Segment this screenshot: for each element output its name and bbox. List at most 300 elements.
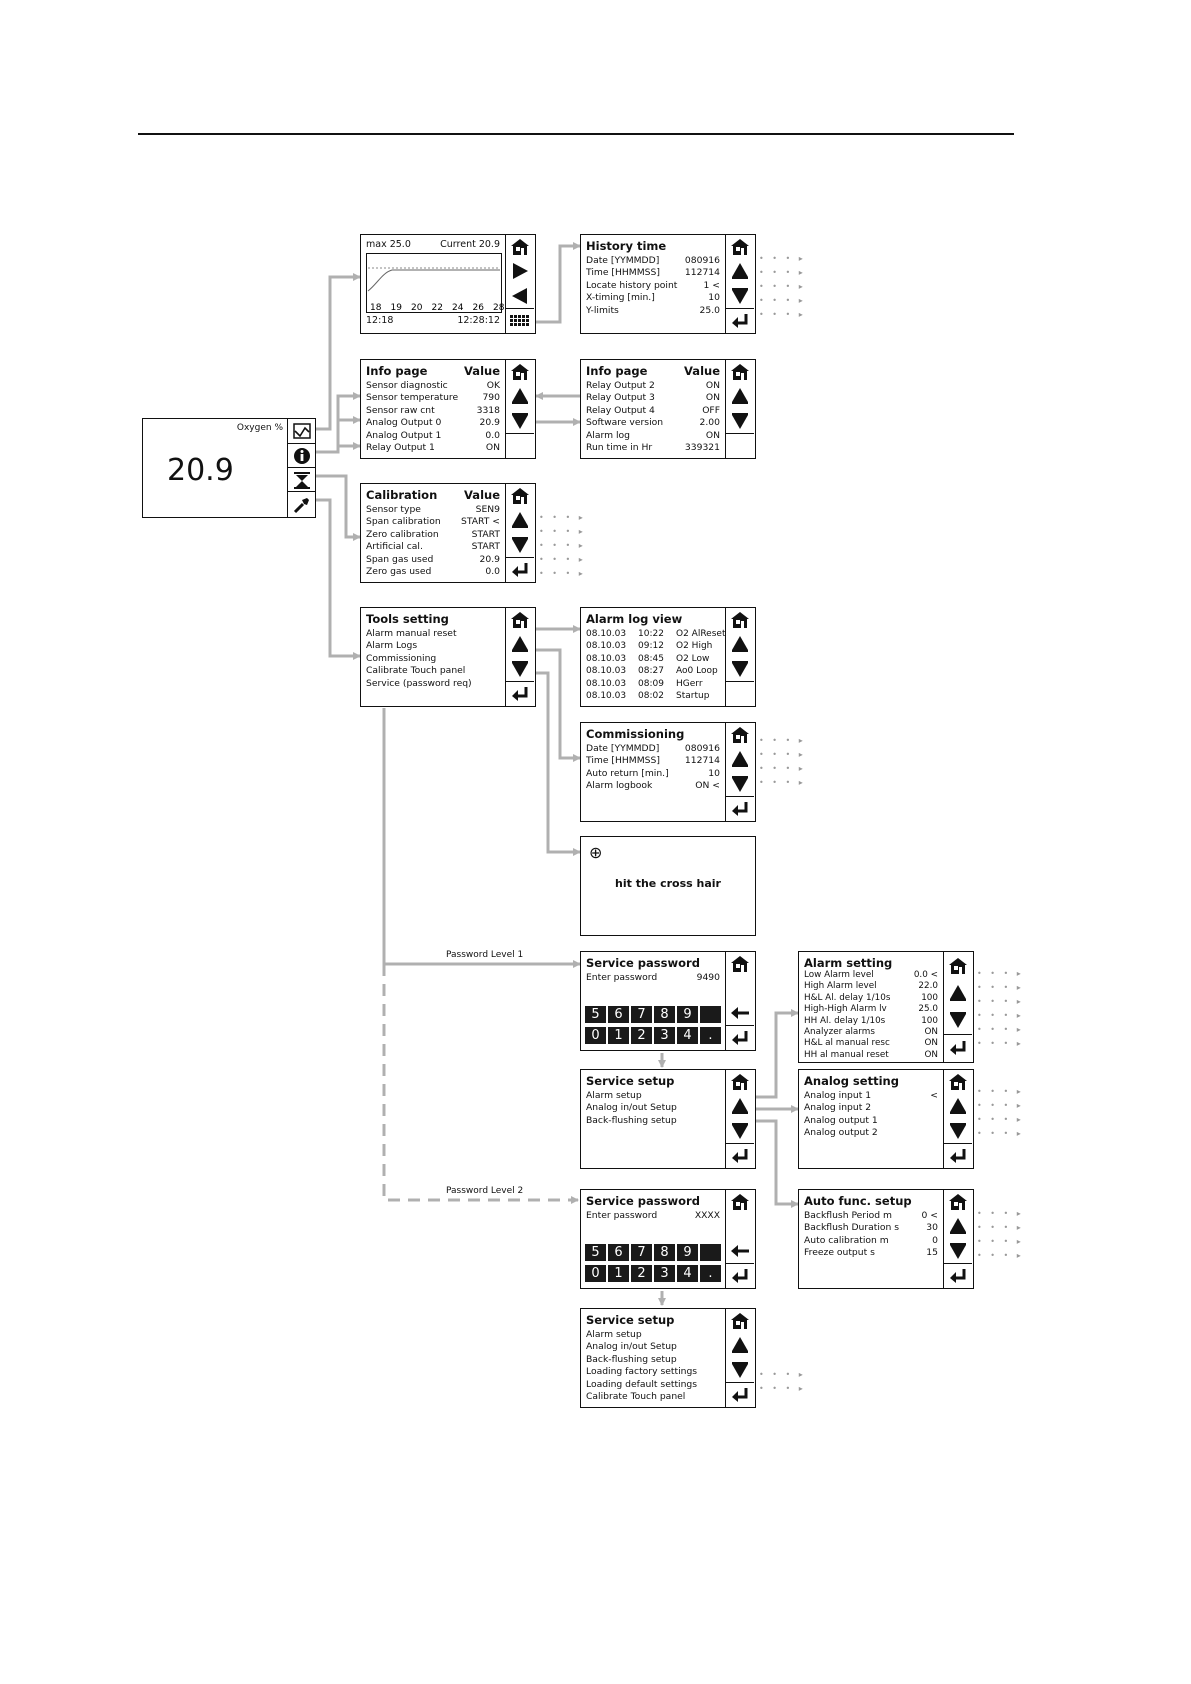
keypad-key[interactable]: 1 xyxy=(608,1265,629,1282)
left-icon xyxy=(511,287,529,305)
right-button[interactable] xyxy=(506,259,534,283)
grid-icon xyxy=(510,315,530,327)
continuation-arrow: • • • ▸ xyxy=(759,764,806,773)
enter-button[interactable] xyxy=(726,1263,754,1288)
down-button[interactable] xyxy=(506,533,534,557)
down-button[interactable] xyxy=(944,1239,972,1263)
setting-row[interactable] xyxy=(366,430,500,442)
setting-row[interactable] xyxy=(586,267,720,279)
keypad-key[interactable]: 6 xyxy=(608,1006,629,1023)
setting-row[interactable] xyxy=(804,1050,938,1061)
down-icon xyxy=(949,1242,967,1260)
auto-func-setup-screen xyxy=(798,1189,974,1289)
setting-row[interactable] xyxy=(586,305,720,317)
keypad-key[interactable] xyxy=(700,1244,721,1261)
continuation-arrow: • • • ▸ xyxy=(539,569,586,578)
setting-row[interactable] xyxy=(586,255,720,267)
menu-item[interactable] xyxy=(586,1329,720,1341)
setting-row[interactable] xyxy=(586,743,720,755)
setting-row[interactable] xyxy=(586,430,720,442)
log-event: O2 High xyxy=(676,641,713,652)
keypad-key[interactable]: 0 xyxy=(585,1265,606,1282)
up-icon xyxy=(731,262,749,280)
setting-label: High-High Alarm lv xyxy=(804,1004,887,1015)
title-text: Service setup xyxy=(586,1313,675,1327)
screen-content xyxy=(361,608,505,706)
log-time: 08:45 xyxy=(638,653,664,664)
down-button[interactable] xyxy=(726,772,754,796)
screen-title xyxy=(366,612,500,626)
setting-row[interactable] xyxy=(366,442,500,454)
home-button[interactable] xyxy=(726,723,754,747)
setting-row[interactable] xyxy=(804,993,938,1004)
value-header: Value xyxy=(464,488,500,502)
enter-icon xyxy=(730,1268,750,1284)
setting-value: 112714 xyxy=(684,755,720,767)
up-button[interactable] xyxy=(506,508,534,532)
setting-row[interactable] xyxy=(366,554,500,566)
setting-label: Analog Output 1 xyxy=(366,429,442,441)
keypad-key[interactable]: 9 xyxy=(677,1006,698,1023)
setting-row[interactable] xyxy=(804,1127,938,1139)
menu-item[interactable] xyxy=(586,1341,720,1353)
home-button[interactable] xyxy=(726,952,754,976)
right-icon xyxy=(511,262,529,280)
trend-icon[interactable] xyxy=(288,419,316,443)
up-button[interactable] xyxy=(726,632,754,656)
continuation-arrow: • • • ▸ xyxy=(977,1011,1024,1020)
setting-row[interactable] xyxy=(804,1235,938,1247)
setting-row[interactable] xyxy=(804,1102,938,1114)
screen-content xyxy=(799,1070,943,1168)
setting-value: SEN9 xyxy=(475,504,500,515)
keypad-key[interactable]: 7 xyxy=(631,1006,652,1023)
keypad-key[interactable]: 5 xyxy=(585,1006,606,1023)
title-text: Commissioning xyxy=(586,727,685,741)
empty-button-slot xyxy=(726,976,754,1000)
value-header: Value xyxy=(684,364,720,378)
home-button[interactable] xyxy=(726,608,754,632)
up-button[interactable] xyxy=(726,1094,754,1118)
enter-icon xyxy=(510,686,530,702)
log-time: 10:22 xyxy=(638,629,664,639)
setting-value: ON xyxy=(924,1049,938,1060)
continuation-arrow: • • • ▸ xyxy=(977,1101,1024,1110)
setting-value: 20.9 xyxy=(479,553,500,565)
setting-value: START < xyxy=(461,516,500,528)
enter-button[interactable] xyxy=(944,1034,972,1062)
menu-item[interactable] xyxy=(586,1090,720,1102)
keypad-key[interactable]: . xyxy=(700,1027,721,1044)
left-button[interactable] xyxy=(506,284,534,308)
screen-content xyxy=(581,360,725,458)
keypad-key[interactable]: 6 xyxy=(608,1244,629,1261)
home-icon xyxy=(730,611,750,629)
home-button[interactable] xyxy=(944,1070,972,1094)
alarm-log-entry xyxy=(586,640,720,652)
screen-title xyxy=(804,1194,938,1208)
setting-row[interactable] xyxy=(586,768,720,780)
x-tick-label: 20 xyxy=(411,303,423,314)
setting-value: START xyxy=(471,541,500,553)
home-button[interactable] xyxy=(506,235,534,259)
screen-content xyxy=(581,1190,725,1288)
down-button[interactable] xyxy=(726,1358,754,1382)
keypad-key[interactable]: 2 xyxy=(631,1027,652,1044)
continuation-arrow: • • • ▸ xyxy=(759,750,806,759)
setting-row[interactable] xyxy=(366,405,500,417)
up-button[interactable] xyxy=(726,259,754,283)
log-date: 08.10.03 xyxy=(586,653,627,664)
setting-value: START xyxy=(471,528,500,540)
down-button[interactable] xyxy=(506,657,534,681)
up-icon xyxy=(511,387,529,405)
measurement-label: Oxygen % xyxy=(236,423,283,433)
home-button[interactable] xyxy=(506,360,534,384)
grid-button[interactable] xyxy=(506,308,534,333)
info-icon[interactable] xyxy=(288,443,316,468)
setting-row[interactable] xyxy=(366,516,500,528)
setting-label: Alarm log xyxy=(586,429,630,441)
setting-value: 0.0 < xyxy=(913,970,938,980)
continuation-arrow: • • • ▸ xyxy=(977,969,1024,978)
setting-label: X-timing [min.] xyxy=(586,292,655,304)
enter-icon xyxy=(948,1148,968,1164)
setting-row[interactable] xyxy=(804,1027,938,1038)
setting-label: High Alarm level xyxy=(804,981,877,992)
setting-label: Artificial cal. xyxy=(366,541,423,553)
setting-row[interactable] xyxy=(586,417,720,429)
home-button[interactable] xyxy=(726,1070,754,1094)
setting-row[interactable] xyxy=(804,1210,938,1222)
up-button[interactable] xyxy=(726,747,754,771)
tools-icon[interactable] xyxy=(288,491,316,518)
screen-content xyxy=(581,235,725,333)
log-date: 08.10.03 xyxy=(586,629,627,639)
down-icon xyxy=(731,660,749,678)
button-column xyxy=(943,952,973,1062)
log-event: Startup xyxy=(676,691,710,702)
setting-row[interactable] xyxy=(804,970,938,981)
setting-label: Sensor diagnostic xyxy=(366,380,448,391)
setting-label: Relay Output 3 xyxy=(586,392,655,404)
setting-row[interactable] xyxy=(586,292,720,304)
setting-row[interactable] xyxy=(804,1115,938,1127)
setting-label: HH al manual reset xyxy=(804,1049,889,1060)
screen-title xyxy=(586,1074,720,1088)
log-time: 08:09 xyxy=(638,678,664,689)
setting-row[interactable] xyxy=(366,392,500,404)
setting-row[interactable] xyxy=(366,566,500,578)
home-button[interactable] xyxy=(506,608,534,632)
title-text: Alarm setting xyxy=(804,956,893,970)
tools-setting-screen xyxy=(360,607,536,707)
setting-label: H&L Al. delay 1/10s xyxy=(804,992,891,1003)
menu-item[interactable] xyxy=(586,1366,720,1378)
setting-value: 0.0 xyxy=(485,429,500,441)
continuation-arrow: • • • ▸ xyxy=(759,778,806,787)
enter-button[interactable] xyxy=(726,1025,754,1050)
setting-value: 20.9 xyxy=(479,417,500,429)
setting-row[interactable] xyxy=(586,280,720,292)
time-start: 12:18 xyxy=(366,315,394,327)
down-button[interactable] xyxy=(944,1007,972,1034)
setting-label: Analyzer alarms xyxy=(804,1027,875,1038)
down-icon xyxy=(511,660,529,678)
setting-value: ON < xyxy=(695,780,720,792)
screen-title xyxy=(804,1074,938,1088)
keypad-key[interactable]: . xyxy=(700,1265,721,1282)
menu-item-label: Back-flushing setup xyxy=(586,1114,677,1126)
home-icon xyxy=(730,363,750,381)
up-icon xyxy=(949,1217,967,1235)
setting-value: 0 xyxy=(932,1234,938,1246)
home-button[interactable] xyxy=(726,1190,754,1214)
button-column xyxy=(725,1309,755,1407)
menu-item[interactable] xyxy=(586,1391,720,1403)
keypad-key[interactable]: 9 xyxy=(677,1244,698,1261)
up-button[interactable] xyxy=(506,632,534,656)
setting-row[interactable] xyxy=(586,405,720,417)
log-date: 08.10.03 xyxy=(586,678,627,689)
screen-title xyxy=(804,956,938,970)
enter-button[interactable] xyxy=(726,308,754,333)
setting-value: 790 xyxy=(482,392,500,404)
setting-row[interactable] xyxy=(366,417,500,429)
enter-button[interactable] xyxy=(726,1382,754,1407)
info-page-2-screen xyxy=(580,359,756,459)
setting-value: 3318 xyxy=(476,404,500,416)
keypad-key[interactable]: 2 xyxy=(631,1265,652,1282)
alarm-log-entry xyxy=(586,628,726,640)
setting-row[interactable] xyxy=(804,1004,938,1015)
setting-row[interactable] xyxy=(366,380,500,392)
title-text: Info page xyxy=(586,364,648,378)
menu-item-label: Analog in/out Setup xyxy=(586,1341,677,1353)
keypad-key[interactable]: 8 xyxy=(654,1006,675,1023)
setting-row[interactable] xyxy=(804,1016,938,1027)
keypad-key[interactable]: 4 xyxy=(677,1027,698,1044)
menu-item[interactable] xyxy=(586,1354,720,1366)
setting-value: 10 xyxy=(708,292,720,304)
menu-item-label: Alarm setup xyxy=(586,1329,642,1340)
setting-value: 2.00 xyxy=(699,417,720,429)
screen-content xyxy=(361,360,505,458)
setting-row[interactable] xyxy=(366,541,500,553)
setting-label: Span calibration xyxy=(366,516,441,528)
setting-row[interactable] xyxy=(804,1090,938,1102)
up-icon xyxy=(731,635,749,653)
setting-row[interactable] xyxy=(586,380,720,392)
trend-plot xyxy=(366,253,505,314)
down-icon xyxy=(731,1122,749,1140)
menu-item[interactable] xyxy=(366,640,500,652)
setting-label: Sensor type xyxy=(366,504,421,515)
setting-row[interactable] xyxy=(804,981,938,992)
menu-item[interactable] xyxy=(366,628,500,640)
home-icon xyxy=(730,238,750,256)
title-text: Calibration xyxy=(366,488,438,502)
title-text: Service password xyxy=(586,1194,700,1208)
enter-button[interactable] xyxy=(944,1143,972,1168)
down-button[interactable] xyxy=(944,1119,972,1143)
alarm-log-entry xyxy=(586,665,720,677)
up-button[interactable] xyxy=(726,384,754,408)
setting-value: 25.0 xyxy=(918,1004,938,1015)
down-button[interactable] xyxy=(726,409,754,433)
continuation-arrow: • • • ▸ xyxy=(977,1209,1024,1218)
keypad-key[interactable]: 0 xyxy=(585,1027,606,1044)
down-icon xyxy=(731,412,749,430)
value-header: Value xyxy=(464,364,500,378)
down-button[interactable] xyxy=(726,284,754,308)
keypad-key[interactable]: 3 xyxy=(654,1027,675,1044)
setting-row[interactable] xyxy=(804,1038,938,1049)
keypad-key[interactable]: 3 xyxy=(654,1265,675,1282)
current-label: Current 20.9 xyxy=(440,239,500,250)
setting-value: 10 xyxy=(708,767,720,779)
title-text: Analog setting xyxy=(804,1074,899,1088)
backspace-icon xyxy=(730,1006,750,1020)
enter-button[interactable] xyxy=(726,1143,754,1168)
menu-item[interactable] xyxy=(586,1115,720,1127)
setting-value: OK xyxy=(486,380,500,391)
enter-button[interactable] xyxy=(506,681,534,706)
screen-content xyxy=(581,837,755,935)
keypad-key[interactable]: 4 xyxy=(677,1265,698,1282)
setting-row[interactable] xyxy=(804,1222,938,1234)
keypad-key[interactable]: 1 xyxy=(608,1027,629,1044)
screen-content xyxy=(799,952,943,1062)
setting-row[interactable] xyxy=(366,504,500,516)
home-icon xyxy=(730,1073,750,1091)
menu-item[interactable] xyxy=(366,653,500,665)
button-column xyxy=(505,608,535,706)
home-icon xyxy=(730,1193,750,1211)
setting-row[interactable] xyxy=(586,755,720,767)
button-column xyxy=(943,1190,973,1288)
home-icon xyxy=(948,1073,968,1091)
up-button[interactable] xyxy=(506,384,534,408)
button-column xyxy=(725,723,755,821)
down-icon xyxy=(949,1122,967,1140)
menu-item[interactable] xyxy=(366,665,500,677)
setting-label: Zero calibration xyxy=(366,528,439,540)
home-button[interactable] xyxy=(506,484,534,508)
home-button[interactable] xyxy=(726,360,754,384)
setting-row[interactable] xyxy=(804,1247,938,1259)
home-icon xyxy=(730,1312,750,1330)
keypad-key[interactable]: 7 xyxy=(631,1244,652,1261)
menu-item[interactable] xyxy=(586,1379,720,1391)
up-button[interactable] xyxy=(726,1333,754,1357)
screen-title xyxy=(586,956,720,970)
menu-item-label: Alarm Logs xyxy=(366,640,418,652)
screen-content xyxy=(581,608,725,706)
keypad-key[interactable] xyxy=(700,1006,721,1023)
screen-content xyxy=(581,723,725,821)
down-button[interactable] xyxy=(506,409,534,433)
screen-title xyxy=(366,364,500,378)
log-event: O2 Low xyxy=(676,653,710,664)
continuation-arrow: • • • ▸ xyxy=(977,1251,1024,1260)
title-text: Auto func. setup xyxy=(804,1194,912,1208)
menu-item[interactable] xyxy=(366,678,500,690)
backspace-button[interactable] xyxy=(726,1001,754,1025)
up-button[interactable] xyxy=(944,1214,972,1238)
up-button[interactable] xyxy=(944,1094,972,1118)
setting-value: ON xyxy=(924,1038,938,1049)
enter-button[interactable] xyxy=(726,796,754,821)
button-column xyxy=(725,1190,755,1288)
setting-value: 1 < xyxy=(703,279,720,291)
home-button[interactable] xyxy=(726,235,754,259)
password-entry[interactable] xyxy=(586,1210,720,1222)
continuation-arrow: • • • ▸ xyxy=(759,254,806,263)
calibration-icon[interactable] xyxy=(288,467,316,492)
home-button[interactable] xyxy=(944,952,972,979)
setting-label: Freeze output s xyxy=(804,1247,875,1259)
setting-value: ON xyxy=(705,380,720,391)
screen-title xyxy=(586,612,720,626)
setting-row[interactable] xyxy=(586,442,720,454)
down-button[interactable] xyxy=(726,657,754,681)
home-icon xyxy=(510,487,530,505)
password-entry[interactable] xyxy=(586,972,720,984)
crosshair-icon[interactable]: ⊕ xyxy=(589,843,603,862)
menu-item-label: Calibrate Touch panel xyxy=(586,1391,686,1403)
backspace-button[interactable] xyxy=(726,1239,754,1263)
setting-label: Relay Output 2 xyxy=(586,380,655,391)
password-level-2-label: Password Level 2 xyxy=(446,1186,524,1196)
continuation-arrow: • • • ▸ xyxy=(977,1223,1024,1232)
backspace-icon xyxy=(730,1244,750,1258)
continuation-arrow: • • • ▸ xyxy=(977,1025,1024,1034)
home-button[interactable] xyxy=(944,1190,972,1214)
up-icon xyxy=(731,1097,749,1115)
x-tick-label: 28 xyxy=(493,303,505,314)
menu-item[interactable] xyxy=(586,1102,720,1114)
title-text: Alarm log view xyxy=(586,612,683,626)
up-icon xyxy=(949,984,967,1002)
setting-row[interactable] xyxy=(586,780,720,792)
screen-content xyxy=(581,1309,725,1407)
alarm-log-entry xyxy=(586,678,720,690)
enter-button[interactable] xyxy=(506,557,534,582)
enter-button[interactable] xyxy=(944,1263,972,1288)
keypad-key[interactable]: 5 xyxy=(585,1244,606,1261)
up-icon xyxy=(511,511,529,529)
button-column xyxy=(725,235,755,333)
up-button[interactable] xyxy=(944,979,972,1006)
continuation-arrow: • • • ▸ xyxy=(539,555,586,564)
log-event: HGerr xyxy=(676,678,703,689)
home-icon xyxy=(730,726,750,744)
continuation-arrow: • • • ▸ xyxy=(977,983,1024,992)
setting-row[interactable] xyxy=(366,529,500,541)
setting-value: OFF xyxy=(702,404,720,416)
setting-row[interactable] xyxy=(586,392,720,404)
enter-icon xyxy=(948,1040,968,1056)
x-tick-label: 18 xyxy=(370,303,382,314)
empty-button-slot xyxy=(726,681,754,706)
x-tick-label: 26 xyxy=(472,303,484,314)
down-button[interactable] xyxy=(726,1119,754,1143)
up-icon xyxy=(511,635,529,653)
home-icon xyxy=(730,955,750,973)
keypad-key[interactable]: 8 xyxy=(654,1244,675,1261)
home-button[interactable] xyxy=(726,1309,754,1333)
